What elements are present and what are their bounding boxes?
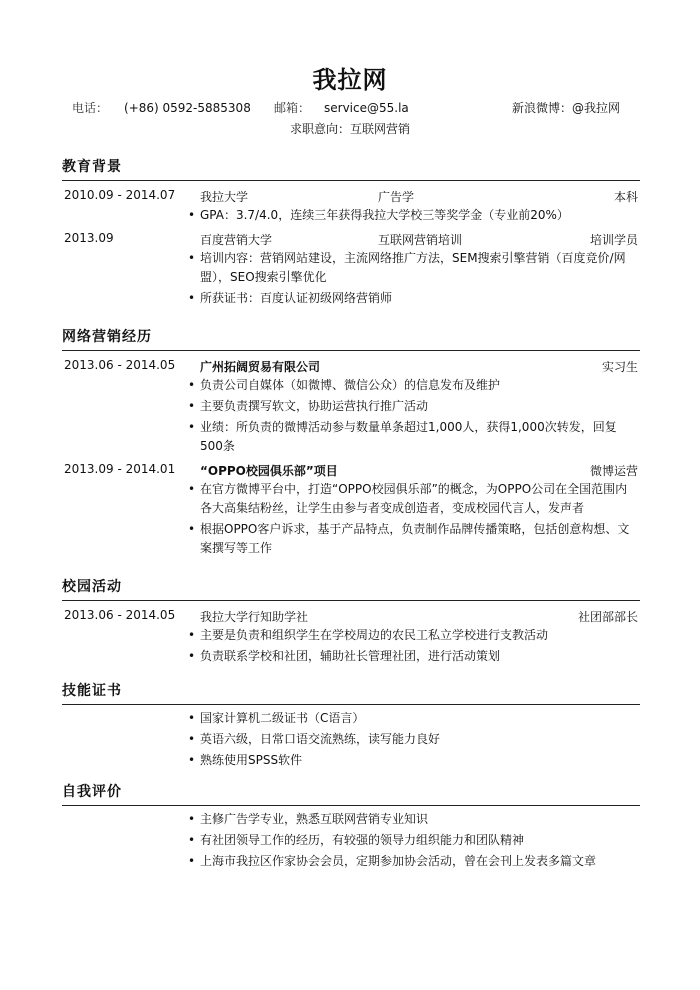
entry-role: 培训学员 [589, 233, 638, 247]
entry-org: 我拉大学行知助学社 [200, 610, 309, 624]
email-contact [274, 99, 409, 116]
section-title: 技能证书 [62, 680, 640, 705]
bullet-item: • 在官方微博平台中，打造“OPPO校园俱乐部”的概念，为OPPO公司在全国范围内各大高集结粉丝，让学生由参与者变成创造者，变成校园代言人，发声者 [186, 480, 636, 518]
bullet-item: • 有社团领导工作的经历，有较强的领导力组织能力和团队精神 [186, 831, 636, 850]
skills-section [62, 680, 640, 772]
campus-section [62, 576, 640, 668]
bullet-list [62, 206, 640, 225]
bullet-item: • 主要是负责和组织学生在学校周边的农民工私立学校进行支教活动 [186, 626, 636, 645]
experience-entry [62, 462, 640, 558]
bullet-item: • 所获证书：百度认证初级网络营销师 [186, 289, 636, 308]
education-entry [62, 188, 640, 225]
entry-date: 2010.09 - 2014.07 [64, 188, 176, 202]
resume-name: 我拉网 [312, 66, 388, 94]
entry-date: 2013.06 - 2014.05 [64, 608, 176, 622]
entry-org: 广州拓阔贸易有限公司 [200, 360, 321, 374]
section-title: 自我评价 [62, 781, 640, 806]
entry-date: 2013.09 [64, 231, 114, 245]
bullet-list [62, 480, 640, 558]
job-intent: 求职意向：互联网营销 [289, 122, 410, 136]
phone-contact [72, 99, 251, 116]
entry-major: 广告学 [378, 190, 415, 204]
bullet-list [62, 810, 640, 871]
education-entry [62, 231, 640, 308]
email-label: 邮箱： [274, 101, 311, 115]
bullet-item: • 熟练使用SPSS软件 [186, 751, 636, 770]
section-title: 校园活动 [62, 576, 640, 601]
self-evaluation-section [62, 781, 640, 873]
experience-section [62, 326, 640, 560]
weibo-contact: 新浪微博：@我拉网 [512, 101, 621, 115]
bullet-item: • 主要负责撰写软文，协助运营执行推广活动 [186, 397, 636, 416]
entry-org: “OPPO校园俱乐部”项目 [200, 464, 338, 478]
phone-label: 电话： [72, 101, 109, 115]
entry-header [62, 358, 640, 376]
bullet-item: • 英语六级，日常口语交流熟练，读写能力良好 [186, 730, 636, 749]
bullet-item: • GPA：3.7/4.0，连续三年获得我拉大学校三等奖学金（专业前20%） [186, 206, 636, 225]
entry-major: 互联网营销培训 [378, 233, 463, 247]
entry-header [62, 188, 640, 206]
bullet-list [62, 249, 640, 308]
entry-date: 2013.09 - 2014.01 [64, 462, 176, 476]
phone-value: (+86) 0592-5885308 [124, 101, 251, 115]
entry-org: 我拉大学 [200, 190, 249, 204]
bullet-item: • 负责联系学校和社团，辅助社长管理社团，进行活动策划 [186, 647, 636, 666]
section-title: 教育背景 [62, 156, 640, 181]
entry-role: 社团部部长 [577, 610, 638, 624]
entry-header [62, 231, 640, 249]
bullet-list [62, 376, 640, 456]
entry-header [62, 462, 640, 480]
experience-entry [62, 358, 640, 456]
bullet-item: • 负责公司自媒体（如微博、微信公众）的信息发布及维护 [186, 376, 636, 395]
bullet-item: • 根据OPPO客户诉求，基于产品特点，负责制作品牌传播策略，包括创意构想、文案撰写等工作 [186, 520, 636, 558]
bullet-item: • 国家计算机二级证书（C语言） [186, 709, 636, 728]
bullet-list [62, 626, 640, 666]
entry-header [62, 608, 640, 626]
bullet-item: • 培训内容：营销网站建设，主流网络推广方法，SEM搜索引擎营销（百度竞价/网盟），SEO搜索引擎优化 [186, 249, 636, 287]
entry-role: 微博运营 [589, 464, 638, 478]
section-title: 网络营销经历 [62, 326, 640, 351]
entry-date: 2013.06 - 2014.05 [64, 358, 176, 372]
entry-role: 实习生 [601, 360, 638, 374]
bullet-item: • 主修广告学专业，熟悉互联网营销专业知识 [186, 810, 636, 829]
bullet-list [62, 709, 640, 770]
email-value: service@55.la [324, 101, 409, 115]
education-section [62, 156, 640, 310]
entry-org: 百度营销大学 [200, 233, 273, 247]
bullet-item: • 业绩：所负责的微博活动参与数量单条超过1,000人，获得1,000次转发，回复500条 [186, 418, 636, 456]
campus-entry [62, 608, 640, 666]
bullet-item: • 上海市我拉区作家协会会员，定期参加协会活动，曾在会刊上发表多篇文章 [186, 852, 636, 871]
entry-role: 本科 [613, 190, 638, 204]
